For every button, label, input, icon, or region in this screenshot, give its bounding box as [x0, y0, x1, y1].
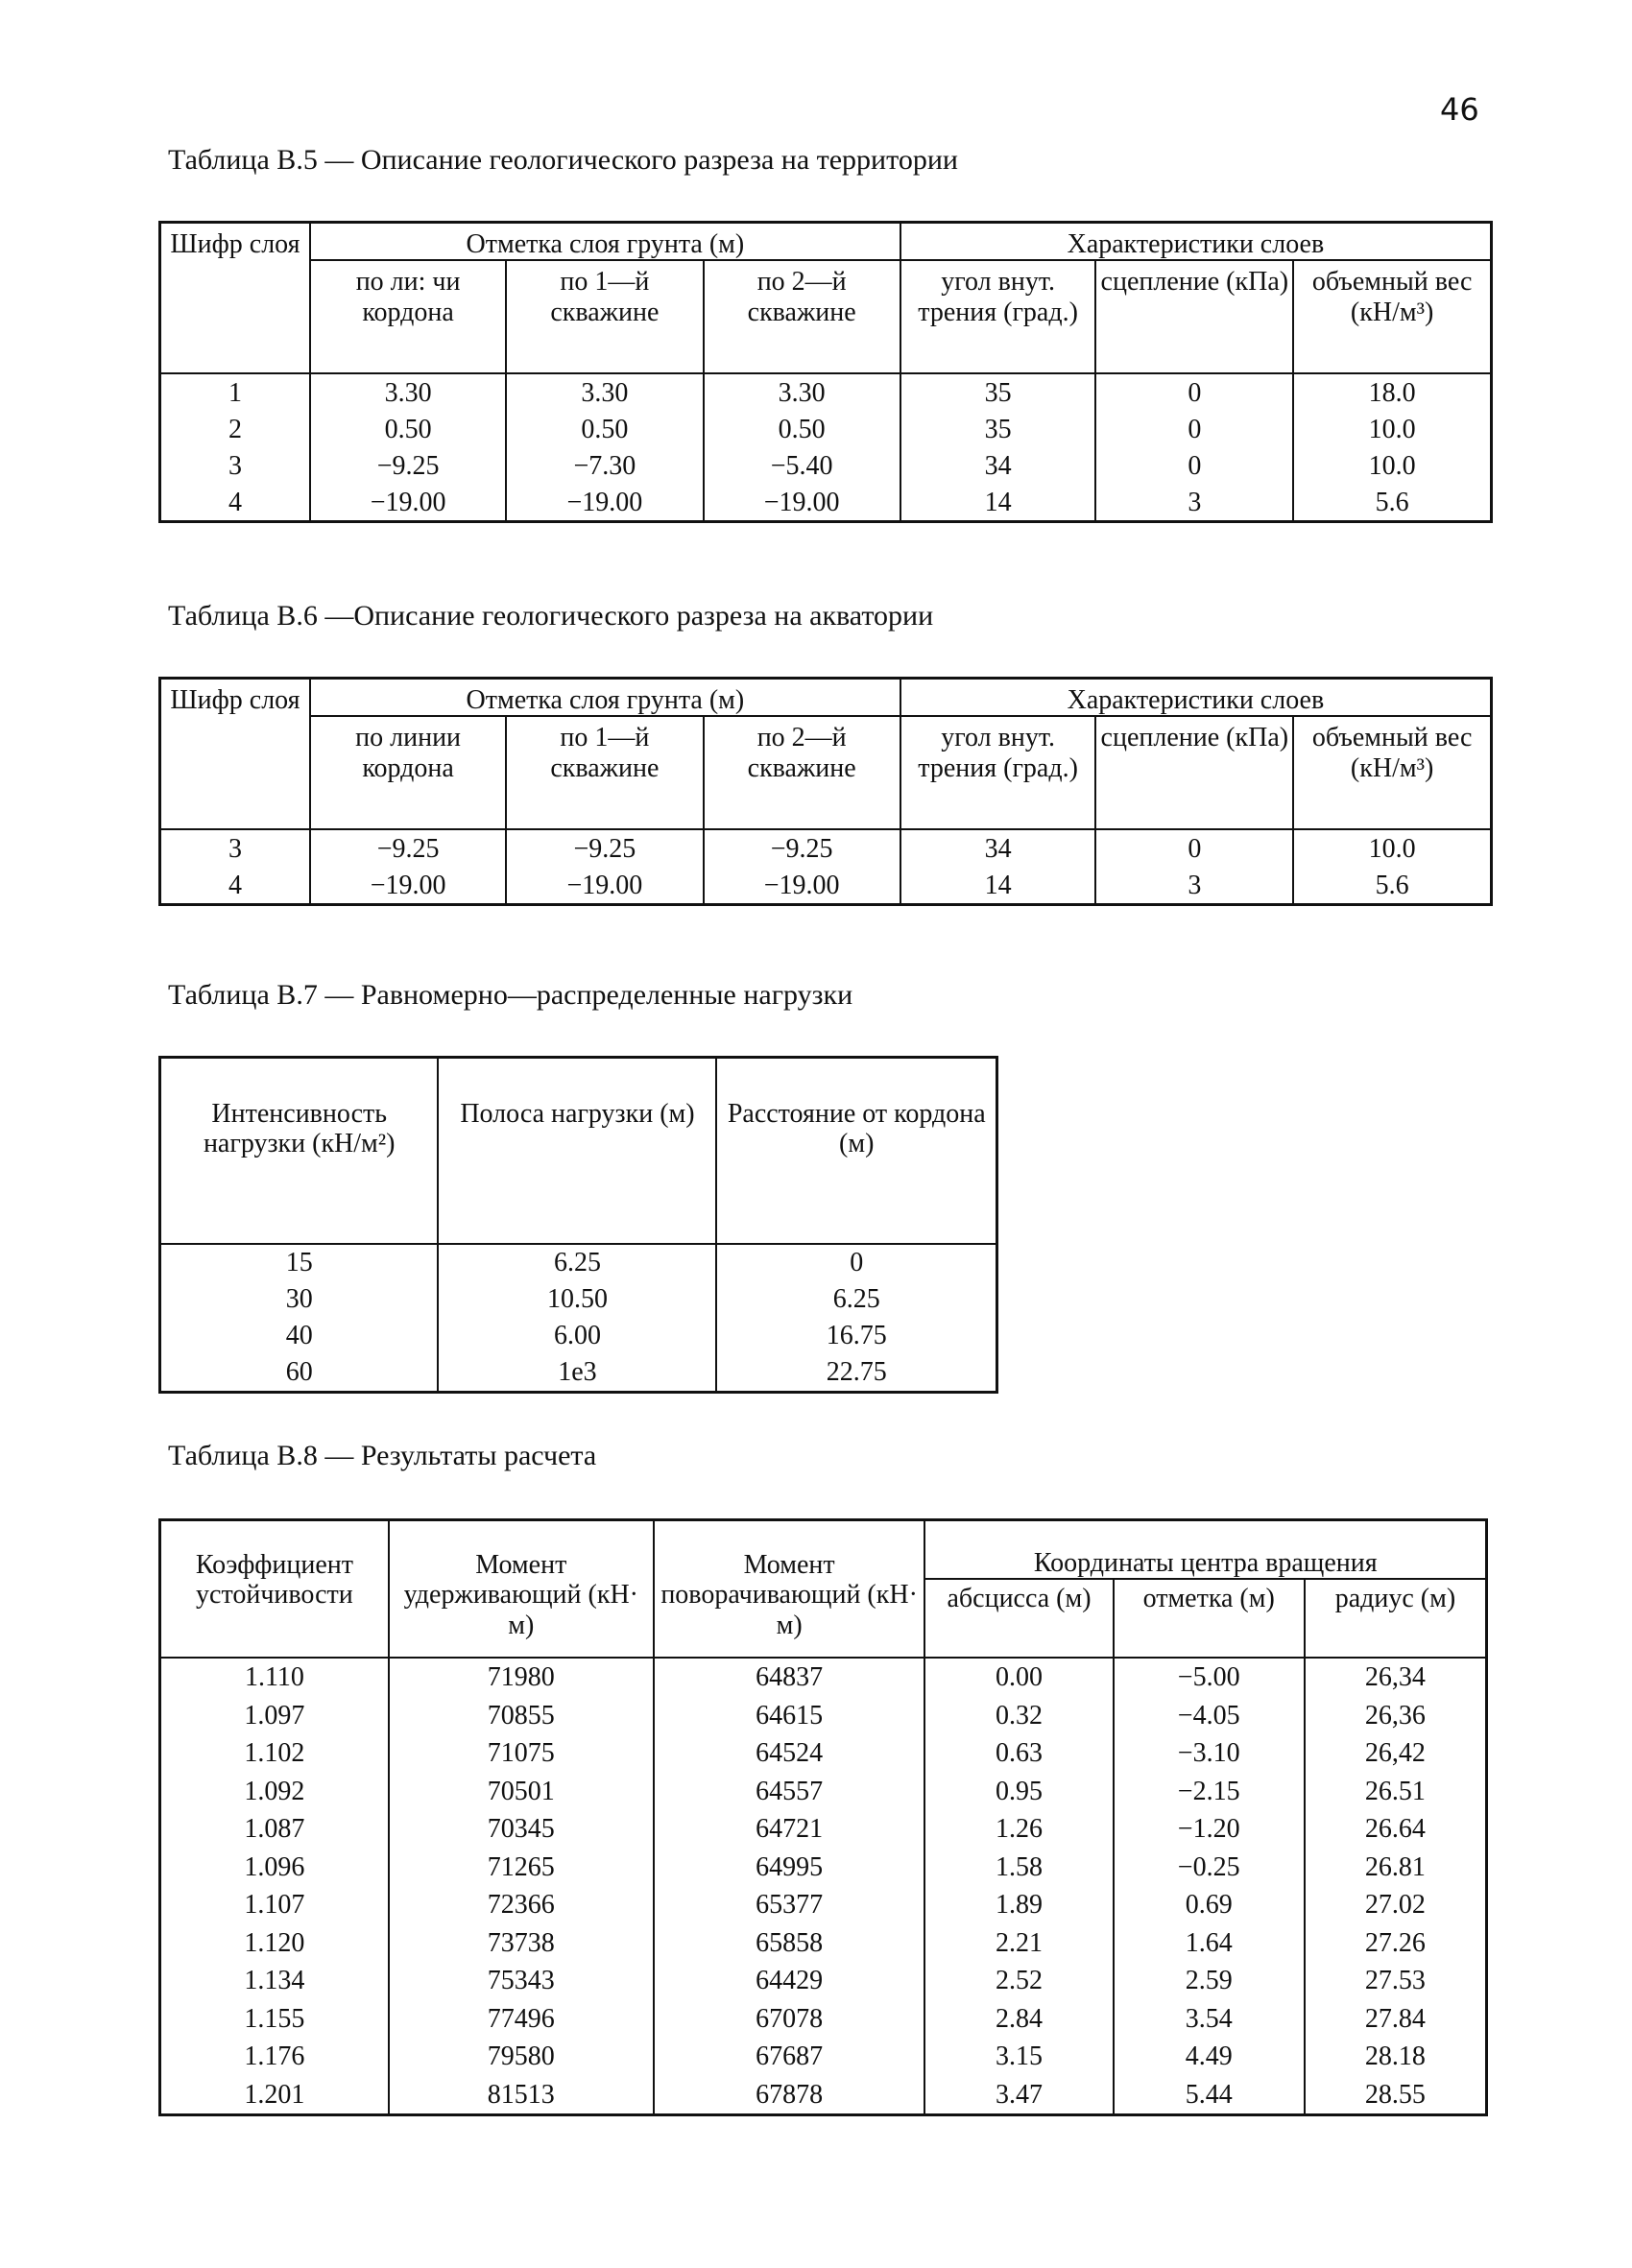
table-row — [160, 484, 1492, 522]
table-cell: 77496 — [389, 2000, 654, 2039]
table-cell: 0.00 — [924, 1658, 1113, 1697]
table-cell: 10.0 — [1293, 829, 1491, 867]
col-header-holding-moment: Момент удерживающий (кН· м) — [389, 1520, 654, 1659]
table-row — [160, 411, 1492, 447]
table-cell: −3.10 — [1114, 1734, 1305, 1773]
table-row — [160, 1658, 1487, 1697]
table-cell: 27.26 — [1305, 1924, 1487, 1963]
table-cell: −5.40 — [704, 447, 900, 484]
table-cell: 14 — [900, 484, 1096, 522]
table-b5 — [158, 221, 1493, 523]
table-cell: 3.30 — [310, 373, 506, 411]
col-header: объемный вес (кН/м³) — [1293, 716, 1491, 829]
col-header: по линии кордона — [310, 716, 506, 829]
table-cell: 64995 — [654, 1849, 925, 1887]
table-b6 — [158, 677, 1493, 906]
table-cell: 2.21 — [924, 1924, 1113, 1963]
table-cell: −2.15 — [1114, 1773, 1305, 1811]
table-cell: 0.69 — [1114, 1886, 1305, 1924]
table-cell: 3.54 — [1114, 2000, 1305, 2039]
table-cell: 1.110 — [160, 1658, 389, 1697]
table-cell: 35 — [900, 411, 1096, 447]
col-header: Полоса нагрузки (м) — [438, 1058, 716, 1245]
table-cell: 0.95 — [924, 1773, 1113, 1811]
table-cell: 10.0 — [1293, 447, 1491, 484]
table-cell: 72366 — [389, 1886, 654, 1924]
table-cell: 2.59 — [1114, 1962, 1305, 2000]
table-cell: 34 — [900, 447, 1096, 484]
table-cell: 3.30 — [506, 373, 703, 411]
table-cell: 1.092 — [160, 1773, 389, 1811]
table-cell: 3 — [160, 447, 310, 484]
table-cell: 0.32 — [924, 1697, 1113, 1735]
table-cell: 1.201 — [160, 2076, 389, 2115]
table-cell: 1.102 — [160, 1734, 389, 1773]
table-cell: −9.25 — [310, 829, 506, 867]
table-cell: 3.47 — [924, 2076, 1113, 2115]
col-header-abscissa: абсцисса (м) — [924, 1579, 1113, 1658]
col-header: по 1—й скважине — [506, 716, 703, 829]
table-cell: 26,34 — [1305, 1658, 1487, 1697]
table-cell: 28.55 — [1305, 2076, 1487, 2115]
table-cell: 27.02 — [1305, 1886, 1487, 1924]
table-cell: 75343 — [389, 1962, 654, 2000]
table-b7-caption: Таблица В.7 — Равномерно—распределенные нагрузки — [168, 979, 853, 1011]
table-cell: 0 — [1095, 411, 1293, 447]
table-row — [160, 2076, 1487, 2115]
table-row — [160, 1318, 997, 1354]
table-cell: 18.0 — [1293, 373, 1491, 411]
col-header: по 1—й скважине — [506, 260, 703, 373]
table-cell: 4 — [160, 484, 310, 522]
table-cell: 40 — [160, 1318, 439, 1354]
table-cell: 1 — [160, 373, 310, 411]
table-cell: 67078 — [654, 2000, 925, 2039]
col-header: угол внут. трения (град.) — [900, 260, 1096, 373]
table-b8-body — [160, 1658, 1487, 2115]
col-header-turning-moment: Момент поворачивающий (кН· м) — [654, 1520, 925, 1659]
col-header-coefficient: Коэффициент устойчивости — [160, 1520, 389, 1659]
table-cell: 1.097 — [160, 1697, 389, 1735]
table-cell: 64721 — [654, 1810, 925, 1849]
table-cell: −19.00 — [310, 867, 506, 905]
table-cell: 1.096 — [160, 1849, 389, 1887]
table-cell: 1.134 — [160, 1962, 389, 2000]
table-cell: 26.64 — [1305, 1810, 1487, 1849]
table-cell: 30 — [160, 1281, 439, 1318]
table-cell: 3 — [1095, 484, 1293, 522]
col-header: Расстояние от кордона (м) — [716, 1058, 996, 1245]
table-cell: −0.25 — [1114, 1849, 1305, 1887]
table-cell: 26.81 — [1305, 1849, 1487, 1887]
table-row — [160, 447, 1492, 484]
table-cell: 1.087 — [160, 1810, 389, 1849]
table-cell: 64524 — [654, 1734, 925, 1773]
group-header-elevation: Отметка слоя грунта (м) — [310, 223, 900, 261]
table-cell: 1.107 — [160, 1886, 389, 1924]
table-row — [160, 2038, 1487, 2076]
table-row — [160, 1773, 1487, 1811]
table-cell: 71075 — [389, 1734, 654, 1773]
table-row — [160, 1244, 997, 1281]
table-cell: 6.25 — [716, 1281, 996, 1318]
table-cell: 16.75 — [716, 1318, 996, 1354]
col-header-code: Шифр слоя — [160, 679, 310, 830]
table-cell: 67687 — [654, 2038, 925, 2076]
col-header: сцепление (кПа) — [1095, 260, 1293, 373]
table-cell: 2 — [160, 411, 310, 447]
table-cell: 2.84 — [924, 2000, 1113, 2039]
table-b6-body — [160, 829, 1492, 905]
table-cell: 81513 — [389, 2076, 654, 2115]
col-header: сцепление (кПа) — [1095, 716, 1293, 829]
group-header-coordinates: Координаты центра вращения — [924, 1520, 1486, 1580]
table-cell: −9.25 — [310, 447, 506, 484]
table-cell: 1.120 — [160, 1924, 389, 1963]
table-cell: 70345 — [389, 1810, 654, 1849]
table-row — [160, 2000, 1487, 2039]
table-row — [160, 1849, 1487, 1887]
table-cell: 34 — [900, 829, 1096, 867]
table-cell: −5.00 — [1114, 1658, 1305, 1697]
table-cell: 3 — [1095, 867, 1293, 905]
col-header: объемный вес (кН/м³) — [1293, 260, 1491, 373]
table-cell: 70855 — [389, 1697, 654, 1735]
table-cell: 22.75 — [716, 1354, 996, 1393]
table-row — [160, 829, 1492, 867]
table-cell: 5.6 — [1293, 484, 1491, 522]
table-cell: 1.26 — [924, 1810, 1113, 1849]
table-cell: 0 — [1095, 829, 1293, 867]
col-header-radius: радиус (м) — [1305, 1579, 1487, 1658]
table-cell: 71265 — [389, 1849, 654, 1887]
table-b7 — [158, 1056, 998, 1394]
table-cell: 5.6 — [1293, 867, 1491, 905]
table-b8-caption: Таблица В.8 — Результаты расчета — [168, 1440, 597, 1471]
table-cell: −9.25 — [506, 829, 703, 867]
table-row — [160, 867, 1492, 905]
table-cell: 3.30 — [704, 373, 900, 411]
table-cell: 2.52 — [924, 1962, 1113, 2000]
table-cell: 1.89 — [924, 1886, 1113, 1924]
table-cell: 65858 — [654, 1924, 925, 1963]
table-row — [160, 1962, 1487, 2000]
table-cell: 4 — [160, 867, 310, 905]
table-cell: 15 — [160, 1244, 439, 1281]
table-cell: 1e3 — [438, 1354, 716, 1393]
table-cell: −7.30 — [506, 447, 703, 484]
table-cell: 0 — [1095, 373, 1293, 411]
table-cell: −19.00 — [704, 867, 900, 905]
table-cell: 0.50 — [704, 411, 900, 447]
table-cell: 64429 — [654, 1962, 925, 2000]
table-cell: 35 — [900, 373, 1096, 411]
table-cell: 67878 — [654, 2076, 925, 2115]
table-cell: 79580 — [389, 2038, 654, 2076]
col-header: по ли: чи кордона — [310, 260, 506, 373]
table-cell: 10.50 — [438, 1281, 716, 1318]
table-cell: −4.05 — [1114, 1697, 1305, 1735]
table-row — [160, 1281, 997, 1318]
table-cell: 71980 — [389, 1658, 654, 1697]
table-cell: 64557 — [654, 1773, 925, 1811]
table-cell: 60 — [160, 1354, 439, 1393]
table-cell: 0.50 — [310, 411, 506, 447]
table-row — [160, 1354, 997, 1393]
table-cell: 0.50 — [506, 411, 703, 447]
page-number: 46 — [1440, 91, 1479, 128]
table-cell: −19.00 — [310, 484, 506, 522]
table-cell: 4.49 — [1114, 2038, 1305, 2076]
table-cell: 3 — [160, 829, 310, 867]
table-cell: −19.00 — [506, 867, 703, 905]
table-cell: 6.00 — [438, 1318, 716, 1354]
col-header: по 2—й скважине — [704, 716, 900, 829]
table-row — [160, 1924, 1487, 1963]
table-cell: 1.155 — [160, 2000, 389, 2039]
table-cell: 0 — [716, 1244, 996, 1281]
group-header-elevation: Отметка слоя грунта (м) — [310, 679, 900, 717]
table-row — [160, 373, 1492, 411]
table-cell: 70501 — [389, 1773, 654, 1811]
table-cell: 65377 — [654, 1886, 925, 1924]
table-cell: 73738 — [389, 1924, 654, 1963]
table-row — [160, 1734, 1487, 1773]
table-cell: 28.18 — [1305, 2038, 1487, 2076]
table-row — [160, 1886, 1487, 1924]
table-cell: 27.53 — [1305, 1962, 1487, 2000]
table-cell: 26,42 — [1305, 1734, 1487, 1773]
table-cell: 26.51 — [1305, 1773, 1487, 1811]
table-cell: 1.58 — [924, 1849, 1113, 1887]
col-header: по 2—й скважине — [704, 260, 900, 373]
table-cell: 1.176 — [160, 2038, 389, 2076]
table-b5-body — [160, 373, 1492, 522]
table-cell: 64615 — [654, 1697, 925, 1735]
table-cell: 6.25 — [438, 1244, 716, 1281]
table-cell: 5.44 — [1114, 2076, 1305, 2115]
table-cell: −9.25 — [704, 829, 900, 867]
table-cell: 3.15 — [924, 2038, 1113, 2076]
table-cell: 26,36 — [1305, 1697, 1487, 1735]
table-b6-caption: Таблица В.6 —Описание геологического разреза на акватории — [168, 600, 934, 632]
group-header-properties: Характеристики слоев — [900, 679, 1492, 717]
table-cell: −1.20 — [1114, 1810, 1305, 1849]
table-b7-body — [160, 1244, 997, 1393]
table-b5-caption: Таблица В.5 — Описание геологического разреза на территории — [168, 144, 958, 176]
col-header-code: Шифр слоя — [160, 223, 310, 374]
table-cell: 64837 — [654, 1658, 925, 1697]
table-cell: 0 — [1095, 447, 1293, 484]
table-b8 — [158, 1518, 1488, 2116]
table-cell: 0.63 — [924, 1734, 1113, 1773]
table-cell: −19.00 — [506, 484, 703, 522]
table-cell: 1.64 — [1114, 1924, 1305, 1963]
table-cell: 10.0 — [1293, 411, 1491, 447]
col-header: Интенсивность нагрузки (кН/м²) — [160, 1058, 439, 1245]
table-row — [160, 1697, 1487, 1735]
table-cell: 14 — [900, 867, 1096, 905]
col-header: угол внут. трения (град.) — [900, 716, 1096, 829]
table-cell: 27.84 — [1305, 2000, 1487, 2039]
table-cell: −19.00 — [704, 484, 900, 522]
col-header-elevation: отметка (м) — [1114, 1579, 1305, 1658]
group-header-properties: Характеристики слоев — [900, 223, 1492, 261]
table-row — [160, 1810, 1487, 1849]
